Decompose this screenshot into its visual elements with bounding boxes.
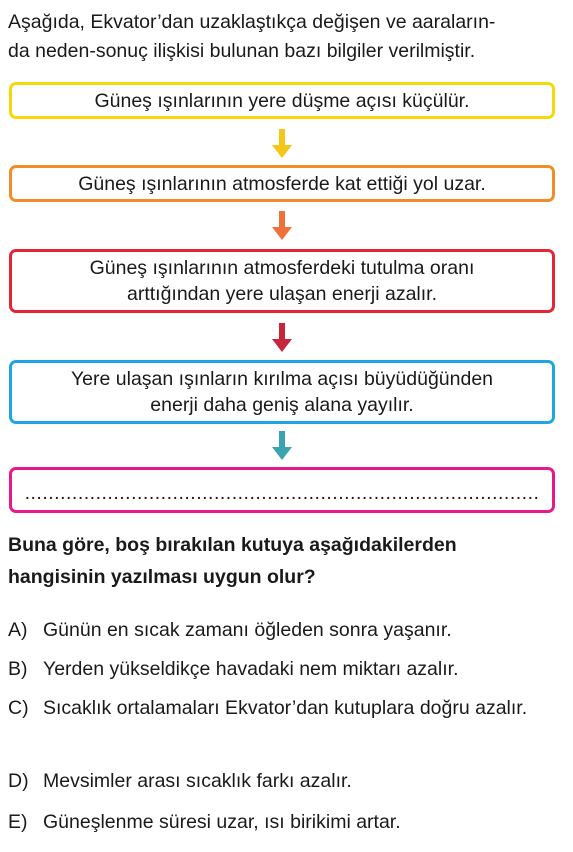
flow-box-2	[9, 165, 555, 202]
option-c[interactable]	[8, 692, 564, 725]
flow-box-2-text: Güneş ışınlarının atmosferde kat ettiği yol uzar.	[78, 172, 486, 195]
flow-box-1	[9, 82, 555, 119]
option-b[interactable]	[8, 653, 564, 686]
option-e-letter: E)	[8, 811, 28, 833]
option-d-letter: D)	[8, 770, 29, 792]
down-arrow-icon	[271, 431, 293, 461]
down-arrow-icon	[271, 323, 293, 353]
option-d[interactable]	[8, 765, 564, 798]
flow-box-4-line-2: enerji daha geniş alana yayılır.	[150, 394, 414, 416]
intro-text	[8, 8, 564, 66]
intro-line-2: da neden-sonuç ilişkisi bulunan bazı bilgiler verilmiştir.	[8, 40, 476, 62]
question-line-1: Buna göre, boş bırakılan kutuya aşağıdakilerden	[8, 534, 457, 556]
option-e[interactable]	[8, 806, 564, 839]
flow-box-blank	[9, 467, 555, 513]
down-arrow-icon	[271, 211, 293, 241]
option-a-text: Günün en sıcak zamanı öğleden sonra yaşanır.	[43, 619, 452, 641]
option-c-letter: C)	[8, 697, 29, 719]
flow-box-3-line-2: arttığından yere ulaşan enerji azalır.	[126, 283, 438, 305]
arrow-4-shape	[272, 431, 292, 460]
option-e-text: Güneşlenme süresi uzar, ısı birikimi artar.	[43, 811, 401, 833]
arrow-1-shape	[272, 129, 292, 158]
blank-dotted-line: .......................................................................................	[24, 482, 540, 504]
flow-box-4	[9, 360, 555, 424]
question-line-2: hangisinin yazılması uygun olur?	[8, 566, 316, 588]
down-arrow-icon	[271, 129, 293, 159]
question-text	[8, 529, 564, 593]
option-c-text: Sıcaklık ortalamaları Ekvator’dan kutuplara doğru azalır.	[43, 697, 528, 719]
option-b-letter: B)	[8, 658, 28, 680]
option-a[interactable]	[8, 614, 564, 647]
option-b-text: Yerden yükseldikçe havadaki nem miktarı azalır.	[43, 658, 459, 680]
arrow-2-shape	[272, 211, 292, 240]
flow-box-1-text: Güneş ışınlarının yere düşme açısı küçülür.	[94, 89, 470, 112]
option-d-text: Mevsimler arası sıcaklık farkı azalır.	[43, 770, 352, 792]
flow-box-4-line-1: Yere ulaşan ışınların kırılma açısı büyüdüğünden	[70, 368, 494, 390]
option-a-letter: A)	[8, 619, 28, 641]
flow-box-3-line-1: Güneş ışınlarının atmosferdeki tutulma oranı	[89, 257, 475, 279]
intro-line-1: Aşağıda, Ekvator’dan uzaklaştıkça değişen ve aaraların-	[8, 11, 496, 33]
flow-box-3	[9, 249, 555, 313]
arrow-3-shape	[272, 323, 292, 352]
